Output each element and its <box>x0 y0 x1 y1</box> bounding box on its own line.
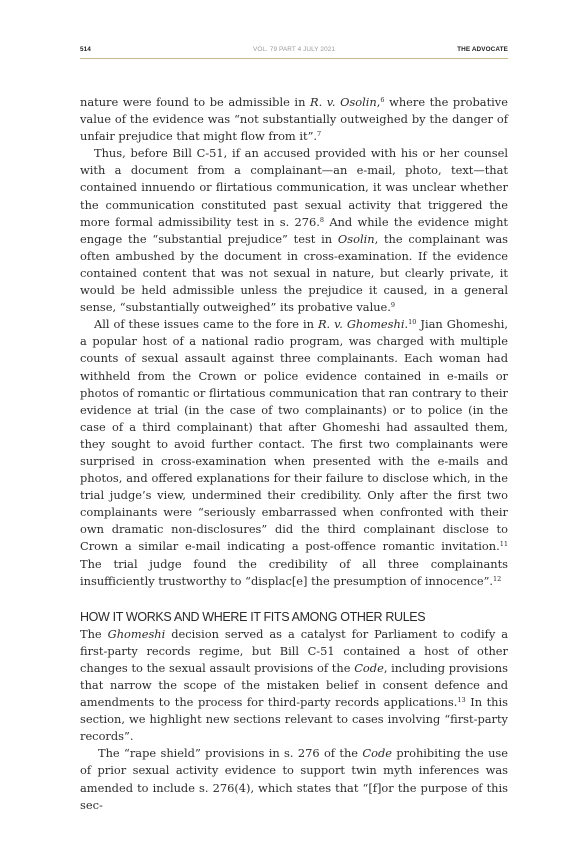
footnote-marker: 6 <box>380 96 385 104</box>
case-citation: Osolin <box>337 231 375 246</box>
volume-info: VOL. 79 PART 4 JULY 2021 <box>252 46 336 53</box>
footnote-marker: 8 <box>319 215 325 224</box>
header-rule <box>80 58 508 59</box>
footnote-marker: 10 <box>408 318 417 327</box>
footnote-marker: 9 <box>390 301 396 310</box>
footnote-marker: 7 <box>317 130 322 139</box>
case-citation: R. v. Ghomeshi <box>317 317 405 332</box>
paragraph-4: The Ghomeshi decision served as a catalyst for Parliament to codify a first-party records regime, but Bill C-51 contained a host of other changes to the sexual assault provisions of the Code, including provisions that narrow the scope of the mistaken belief in consent defence and amendments to the process for third-party records applications.$^{13}$ In this section, we highlight new sections relevant to cases involving “first-party records”. <box>80 626 508 744</box>
footnote-marker: 11 <box>499 540 508 549</box>
page-number: 514 <box>80 46 91 53</box>
paragraph-1: nature were found to be admissible in R. v. Osolin,$^6$ where the probative value of the evidence was “not substantially outweighed by the danger of unfair prejudice that might flow from it”.$^7$ <box>80 95 508 144</box>
paragraph-5: The “rape shield” provisions in s. 276 of the Code prohibiting the use of prior sexual activity evidence to support twin myth inferences was amended to include s. 276(4), which states that “[f]or the purpose of this sec- <box>80 746 508 812</box>
code-reference: Code <box>362 746 392 761</box>
footnote-marker: 12 <box>493 574 502 583</box>
journal-title: THE ADVOCATE <box>457 46 508 53</box>
code-reference: Code <box>354 660 384 675</box>
section-heading: HOW IT WORKS AND WHERE IT FITS AMONG OTHER RULES <box>80 609 426 624</box>
paragraph-3: All of these issues came to the fore in R. v. Ghomeshi.$^{10}$ Jian Ghomeshi, a popular host of a national radio program, was charged with multiple counts of sexual assault against three complainants. Each woman had withheld from the Crown or police evidence contained in e-mails or photos of romantic or flirtatious communication that ran contrary to their evidence at trial (in the case of two complainants) or to police (in the case of a third complainant) that after Ghomeshi had assaulted them, they sought to avoid further contact. The first two complainants were surprised in cross-examination when presented with the e-mails and photos, and offered explanations for their failure to disclose which, in the trial judge’s view, undermined their credibility. Only after the first two complainants were “seriously embarrassed when confronted with their own dramatic non-disclosures” did the third complainant disclose to Crown a similar e-mail indicating a post-offence romantic invitation.$^{11}$ The trial judge found the credibility of all three complainants insufficiently trustworthy to “displac[e] the presumption of innocence”.$^{12}$ <box>80 317 508 588</box>
case-citation: Ghomeshi <box>107 626 166 641</box>
body-text <box>80 94 508 814</box>
case-citation: R. v. Osolin <box>310 95 377 109</box>
paragraph-2: Thus, before Bill C-51, if an accused provided with his or her counsel with a document from a complainant—an e-mail, photo, text—that contained innuendo or flirtatious communication, it was unclear whether the communication constituted past sexual activity that triggered the more formal admissibility test in s. 276.$^8$ And while the evidence might engage the “substantial prejudice” test in Osolin, the complainant was often ambushed by the document in cross-examination. If the evidence contained content that was not sexual in nature, but clearly private, it would be held admissible unless the prejudice it caused, in a general sense, “substantially outweighed” its probative value.$^9$ <box>80 146 509 315</box>
footnote-marker: 13 <box>457 696 466 705</box>
